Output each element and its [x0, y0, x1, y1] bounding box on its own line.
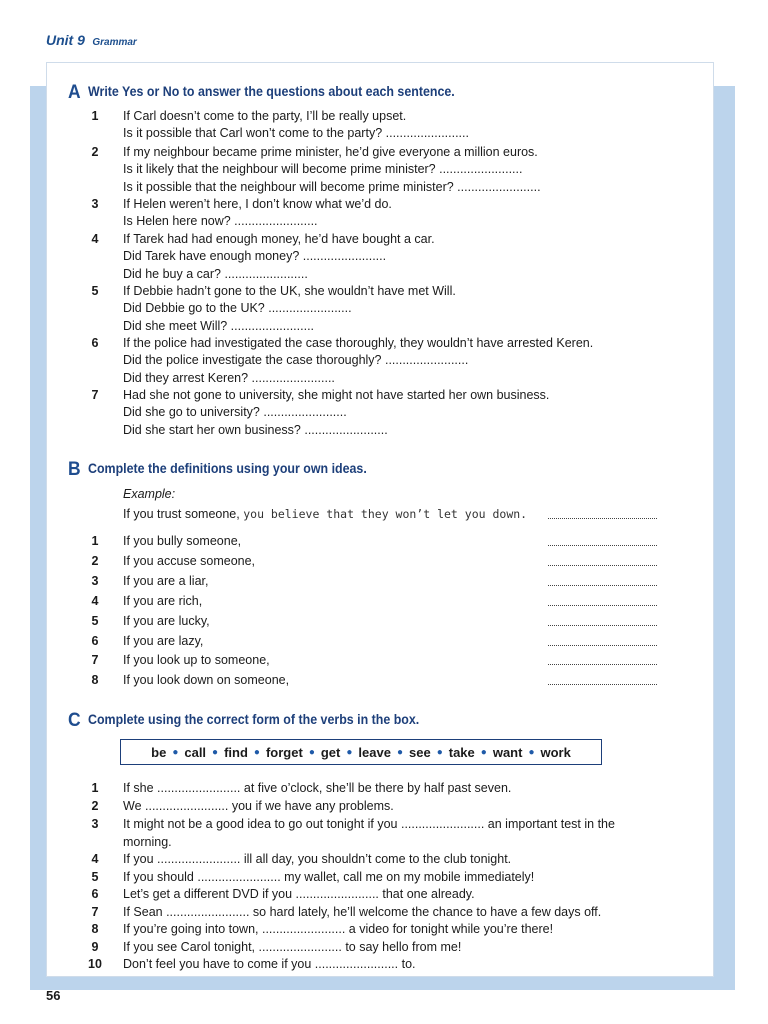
section-c-title	[68, 710, 419, 732]
item-sentence: If the police had investigated the case thoroughly, they wouldn’t have arrested Keren.	[123, 336, 594, 350]
item-number: 5	[91, 284, 99, 298]
verb-word: forget	[265, 744, 303, 760]
bullet-separator-icon: ●	[212, 746, 219, 758]
item-number: 1	[91, 109, 99, 123]
item-number: 6	[91, 336, 99, 350]
definition-row	[0, 672, 657, 689]
definition-row	[0, 613, 657, 630]
definition-prompt: If you are a liar,	[123, 573, 547, 590]
item-number: 4	[91, 232, 99, 246]
bullet-separator-icon: ●	[396, 746, 403, 758]
section-a-line	[0, 387, 768, 404]
item-question: Is it possible that the neighbour will become prime minister? ........................	[123, 179, 541, 194]
definition-prompt: If you look up to someone,	[123, 652, 547, 669]
item-sentence: If Carl doesn’t come to the party, I’ll be really upset.	[123, 109, 407, 123]
definition-row	[0, 553, 657, 570]
section-a-line	[0, 404, 768, 421]
example-answer: you believe that they won’t let you down.	[243, 507, 528, 521]
item-question: Did Debbie go to the UK? ........................	[123, 301, 352, 316]
item-number: 6	[91, 887, 99, 901]
gap-sentence: It might not be a good idea to go out tonight if you ........................ an important test in the	[123, 817, 615, 831]
section-a-line	[0, 144, 768, 161]
definition-row	[0, 593, 657, 610]
item-number: 5	[91, 613, 99, 628]
item-question: Is it likely that the neighbour will become prime minister? ........................	[123, 162, 523, 177]
verb-word: find	[224, 744, 248, 760]
section-a-line	[0, 266, 768, 283]
example-prompt: If you trust someone,	[123, 507, 240, 521]
item-number: 8	[91, 673, 99, 688]
item-question: Did he buy a car? ........................	[123, 266, 308, 281]
bullet-separator-icon: ●	[308, 746, 315, 758]
section-b-title	[68, 459, 367, 481]
section-a-instruction: Write Yes or No to answer the questions about each sentence.	[87, 84, 455, 99]
section-a-line	[0, 231, 768, 248]
item-number: 7	[91, 388, 99, 402]
section-a-line	[0, 196, 768, 213]
item-number: 2	[91, 553, 99, 568]
section-a-line	[0, 422, 768, 439]
unit-label: Unit 9	[46, 32, 85, 48]
bullet-separator-icon: ●	[346, 746, 353, 758]
gap-sentence: If you ........................ ill all day, you shouldn’t come to the club tonight.	[123, 852, 512, 866]
definition-prompt: If you are lucky,	[123, 613, 547, 630]
unit-header	[46, 32, 137, 50]
gap-sentence: If Sean ........................ so hard lately, he’ll welcome the chance to have a few days off.	[123, 905, 602, 919]
example-label: Example:	[123, 487, 176, 501]
verb-word-box	[120, 739, 602, 765]
gap-sentence: We ........................ you if we have any problems.	[123, 799, 394, 813]
verb-word: work	[540, 744, 571, 760]
item-number: 2	[91, 145, 99, 159]
definition-prompt: If you look down on someone,	[123, 672, 547, 689]
item-number: 7	[91, 905, 99, 919]
example-row	[0, 506, 657, 523]
bullet-separator-icon: ●	[528, 746, 535, 758]
item-number: 1	[91, 534, 99, 548]
item-number: 9	[91, 940, 99, 954]
item-question: Is it possible that Carl won’t come to the party? ........................	[123, 126, 469, 141]
bullet-separator-icon: ●	[253, 746, 260, 758]
item-number: 3	[91, 817, 99, 831]
definition-row	[0, 573, 657, 590]
section-b-letter: B	[68, 459, 81, 480]
item-number: 4	[91, 593, 99, 608]
gap-sentence: morning.	[123, 834, 172, 849]
section-b-instruction: Complete the definitions using your own ideas.	[87, 461, 367, 476]
verb-word: take	[448, 744, 475, 760]
section-a-line	[0, 248, 768, 265]
item-sentence: Had she not gone to university, she might not have started her own business.	[123, 388, 550, 402]
item-sentence: If my neighbour became prime minister, he’d give everyone a million euros.	[123, 145, 538, 159]
item-sentence: If Tarek had had enough money, he’d have bought a car.	[123, 232, 435, 246]
section-a-line	[0, 352, 768, 369]
item-number: 8	[91, 922, 99, 936]
verb-word: be	[151, 744, 167, 760]
bullet-separator-icon: ●	[480, 746, 487, 758]
item-number: 3	[91, 197, 99, 211]
item-question: Did they arrest Keren? ........................	[123, 370, 335, 385]
item-number: 10	[88, 957, 102, 971]
definition-row	[0, 633, 657, 650]
bullet-separator-icon: ●	[172, 746, 179, 758]
item-question: Did she go to university? ........................	[123, 405, 347, 420]
topic-label: Grammar	[92, 37, 137, 48]
section-a-line	[0, 213, 768, 230]
section-a-line	[0, 125, 768, 142]
section-c-line	[0, 780, 768, 797]
section-a-line	[0, 283, 768, 300]
section-c-line	[0, 798, 768, 815]
section-a-line	[0, 318, 768, 335]
verb-word: want	[492, 744, 523, 760]
section-a-line	[0, 370, 768, 387]
item-question: Did she meet Will? ........................	[123, 318, 315, 333]
definition-row	[0, 533, 657, 550]
definition-prompt: If you bully someone,	[123, 533, 547, 550]
item-number: 6	[91, 633, 99, 648]
section-a-line	[0, 161, 768, 178]
section-c-line	[0, 834, 768, 851]
section-a-title	[68, 82, 455, 104]
section-c-line	[0, 816, 768, 833]
item-question: Did she start her own business? ........................	[123, 422, 388, 437]
item-number: 1	[91, 781, 99, 795]
item-number: 4	[91, 852, 99, 866]
section-c-line	[0, 904, 768, 921]
section-c-line	[0, 956, 768, 973]
item-question: Did Tarek have enough money? ........................	[123, 249, 387, 264]
item-question: Did the police investigate the case thoroughly? ........................	[123, 353, 469, 368]
section-a-line	[0, 108, 768, 125]
gap-sentence: If you see Carol tonight, ........................ to say hello from me!	[123, 940, 462, 954]
section-c-instruction: Complete using the correct form of the verbs in the box.	[87, 712, 420, 727]
gap-sentence: Let’s get a different DVD if you ........................ that one already.	[123, 887, 475, 901]
gap-sentence: If you should ........................ my wallet, call me on my mobile immediately!	[123, 870, 535, 884]
definition-prompt: If you accuse someone,	[123, 553, 547, 570]
section-a-line	[0, 179, 768, 196]
item-number: 2	[91, 799, 99, 813]
verb-word: leave	[358, 744, 391, 760]
gap-sentence: If she ........................ at five o’clock, she’ll be there by half past seven.	[123, 781, 512, 795]
item-sentence: If Debbie hadn’t gone to the UK, she wouldn’t have met Will.	[123, 284, 456, 298]
section-c-line	[0, 939, 768, 956]
verb-word: see	[409, 744, 431, 760]
page-number: 56	[46, 988, 61, 1003]
definition-prompt: If you are lazy,	[123, 633, 547, 650]
definition-row	[0, 652, 657, 669]
item-number: 3	[91, 573, 99, 588]
item-number: 5	[91, 870, 99, 884]
section-c-line	[0, 886, 768, 903]
gap-sentence: Don’t feel you have to come if you ........................ to.	[123, 957, 416, 971]
bullet-separator-icon: ●	[436, 746, 443, 758]
gap-sentence: If you’re going into town, ........................ a video for tonight while you’re there!	[123, 922, 554, 936]
section-c-letter: C	[68, 710, 81, 731]
definition-prompt: If you are rich,	[123, 593, 547, 610]
section-a-line	[0, 335, 768, 352]
item-question: Is Helen here now? ........................	[123, 214, 318, 229]
verb-word: call	[184, 744, 207, 760]
item-number: 7	[91, 653, 99, 668]
section-c-line	[0, 921, 768, 938]
section-c-line	[0, 869, 768, 886]
item-sentence: If Helen weren’t here, I don’t know what we’d do.	[123, 197, 392, 211]
section-a-line	[0, 300, 768, 317]
section-c-line	[0, 851, 768, 868]
verb-word: get	[320, 744, 341, 760]
section-a-letter: A	[68, 82, 81, 103]
